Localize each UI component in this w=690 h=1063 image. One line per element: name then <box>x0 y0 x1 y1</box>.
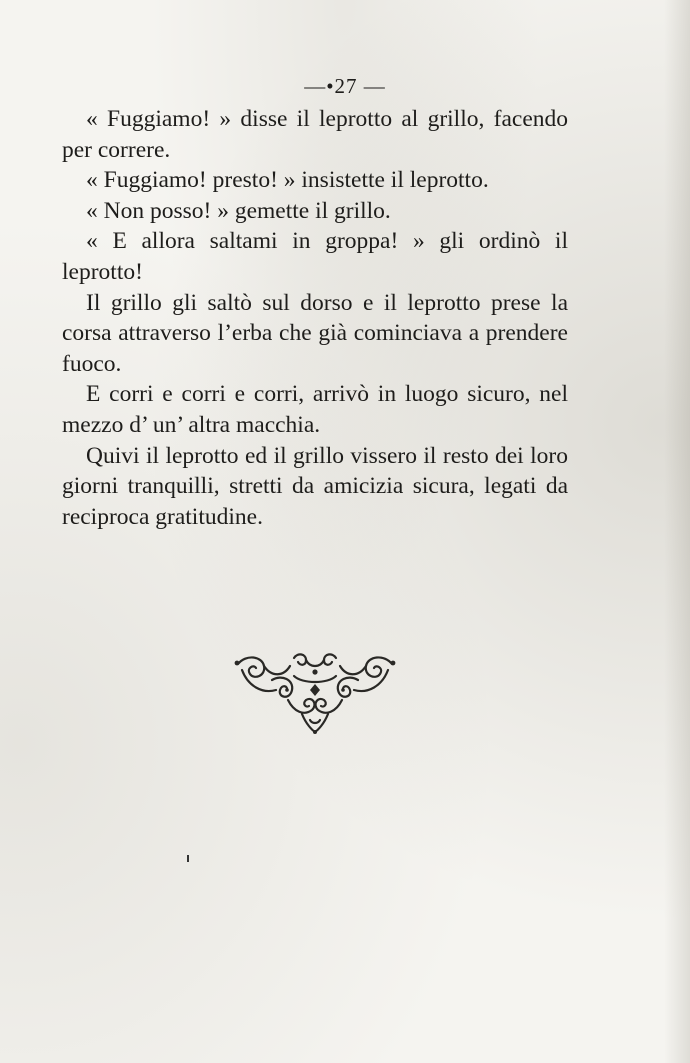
paragraph-6: E corri e corri e corri, arrivò in luogo sicuro, nel mezzo d’ un’ altra macchia. <box>62 381 568 438</box>
decorative-ornament-icon <box>232 650 398 734</box>
story-text <box>62 104 568 532</box>
paragraph-7: Quivi il leprotto ed il grillo vissero il resto dei loro giorni tranquilli, stretti da amicizia sicura, legati da reciproca gratitudine. <box>62 442 568 530</box>
paragraph-4: « E allora saltami in groppa! » gli ordinò il leprotto! <box>62 228 568 285</box>
paper-speck <box>187 855 189 862</box>
paragraph-1: « Fuggiamo! » disse il leprotto al grillo, facendo per correre. <box>62 106 568 163</box>
paragraph-3: « Non posso! » gemette il grillo. <box>86 197 391 224</box>
paragraph-5: Il grillo gli saltò sul dorso e il leprotto prese la corsa attraverso l’erba che già cominciava a prendere fuoco. <box>62 289 568 377</box>
paragraph-2: « Fuggiamo! presto! » insistette il leprotto. <box>86 167 489 194</box>
page-number: —•27 — <box>304 74 386 98</box>
